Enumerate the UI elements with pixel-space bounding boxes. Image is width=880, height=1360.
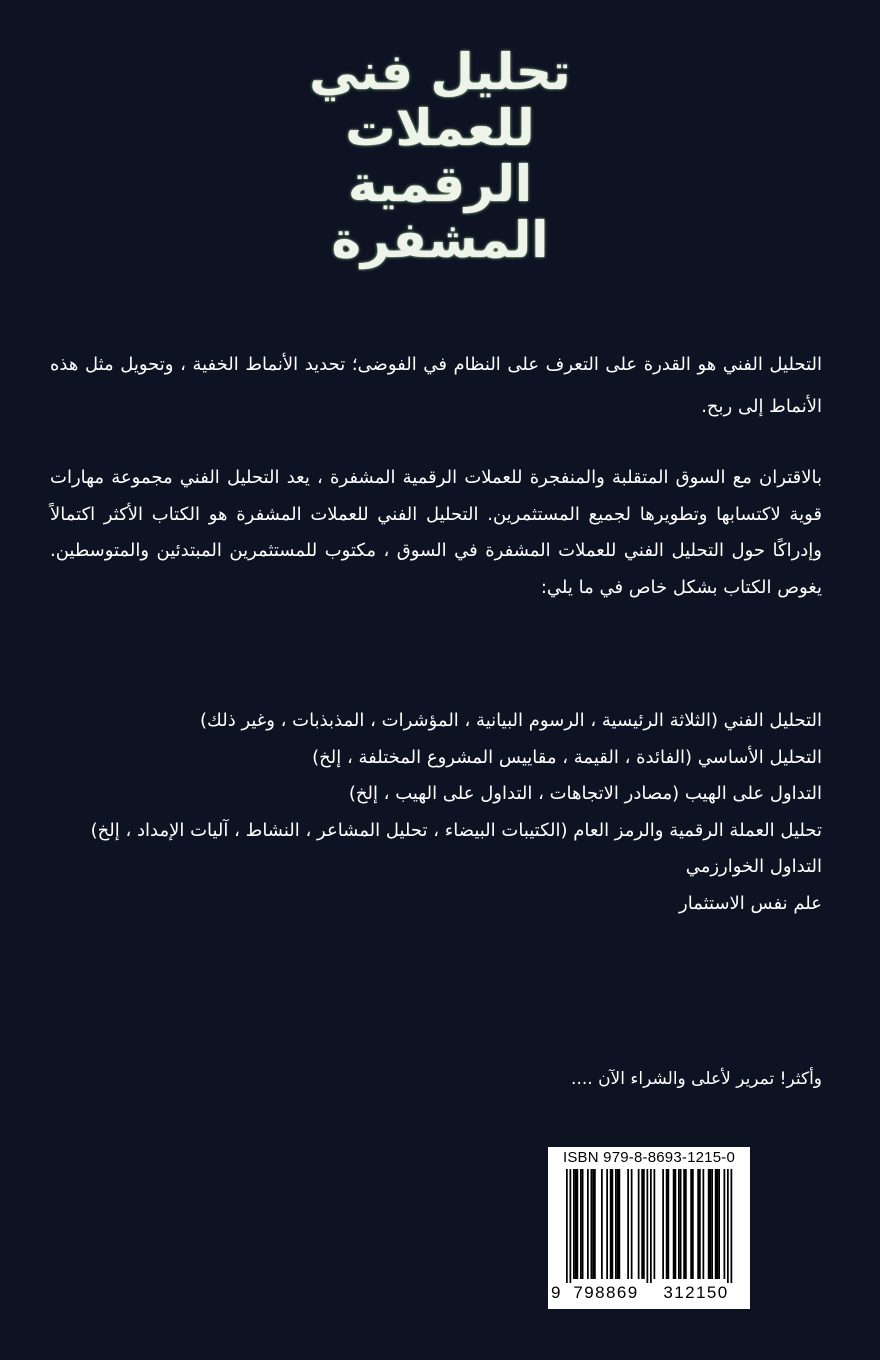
barcode-bar <box>610 1169 612 1279</box>
topic-item: علم نفس الاستثمار <box>679 892 822 914</box>
title-line-1: تحليل فني <box>309 43 571 101</box>
title-line-4: المشفرة <box>331 211 549 269</box>
barcode-bar <box>580 1169 582 1279</box>
barcode-digit-first: 9 <box>551 1283 561 1302</box>
barcode-bar <box>708 1169 710 1279</box>
barcode-bar <box>582 1169 584 1279</box>
title-line-2: للعملات <box>345 99 535 157</box>
topic-item: التحليل الأساسي (الفائدة ، القيمة ، مقاييس المشروع المختلفة ، إلخ) <box>312 746 822 768</box>
closing-line: وأكثر! تمرير لأعلى والشراء الآن .... <box>571 1069 822 1089</box>
barcode-bar <box>650 1169 652 1283</box>
barcode-bar <box>594 1169 596 1279</box>
topics-list <box>50 703 822 922</box>
barcode-bar <box>724 1169 726 1279</box>
topic-item: التداول على الهيب (مصادر الاتجاهات ، التداول على الهيب ، إلخ) <box>348 783 822 804</box>
barcode-bar <box>575 1169 577 1279</box>
barcode-bar <box>643 1169 645 1279</box>
barcode-bar <box>715 1169 717 1279</box>
barcode-bar <box>566 1169 568 1283</box>
barcode-bar <box>717 1169 719 1279</box>
barcode-bar <box>638 1169 640 1279</box>
barcode-bar <box>675 1169 677 1279</box>
barcode-digits-left: 798869 <box>573 1283 639 1302</box>
barcode-bar <box>631 1169 633 1279</box>
barcode-bar <box>683 1169 685 1279</box>
barcode-bar <box>673 1169 675 1279</box>
barcode-bar <box>668 1169 670 1279</box>
barcode-bar <box>685 1169 687 1279</box>
barcode-bar <box>692 1169 694 1279</box>
barcode-bar <box>710 1169 712 1279</box>
barcode-bar <box>573 1169 575 1279</box>
barcode-digits-right: 312150 <box>663 1283 729 1302</box>
barcode-digits <box>548 1281 750 1305</box>
barcode-bar <box>601 1169 603 1279</box>
barcode-bar <box>697 1169 699 1279</box>
barcode-bar <box>615 1169 617 1279</box>
title-line-3: الرقمية <box>347 155 532 213</box>
barcode-bar <box>654 1169 656 1279</box>
barcode-bar <box>641 1169 643 1279</box>
barcode-bar <box>680 1169 682 1279</box>
barcode-bar <box>606 1169 608 1279</box>
isbn-barcode <box>548 1147 750 1309</box>
barcode-bar <box>587 1169 589 1279</box>
barcode-bar <box>627 1169 629 1279</box>
barcode-bar <box>711 1169 713 1279</box>
barcode-bar <box>666 1169 668 1279</box>
barcode-bar <box>577 1169 579 1279</box>
description-paragraph: بالاقتران مع السوق المتقلبة والمنفجرة للعملات الرقمية المشفرة ، يعد التحليل الفني مجموعة مهارات قوية لاكتسابها وتطويرها لجميع المستثمرين. التحليل الفني للعملات المشفرة هو الكتاب الأكثر اكتمالاً وإدراكًا حول التحليل الفني للعملات المشفرة في السوق ، مكتوب للمستثمرين المبتدئين والمتوسطين. يغوص الكتاب بشكل خاص في ما يلي: <box>50 467 822 598</box>
barcode-bar <box>678 1169 680 1279</box>
barcode-bar <box>699 1169 701 1279</box>
barcode-bar <box>617 1169 619 1279</box>
barcode-bar <box>592 1169 594 1279</box>
barcode-bar <box>591 1169 593 1279</box>
barcode-bar <box>570 1169 572 1283</box>
topic-item: التحليل الفني (الثلاثة الرئيسية ، الرسوم البيانية ، المؤشرات ، المذبذبات ، وغير ذلك) <box>200 710 822 731</box>
barcode-bar <box>731 1169 733 1283</box>
barcode-bar <box>727 1169 729 1283</box>
barcode-bar <box>703 1169 705 1279</box>
intro-paragraph: التحليل الفني هو القدرة على التعرف على النظام في الفوضى؛ تحديد الأنماط الخفية ، وتحويل مثل هذه الأنماط إلى ربح. <box>50 354 822 417</box>
barcode-bar <box>619 1169 621 1279</box>
barcode-bar <box>612 1169 614 1279</box>
topic-item: التداول الخوارزمي <box>685 856 822 877</box>
book-title <box>190 44 690 268</box>
barcode-bar <box>662 1169 664 1279</box>
barcode-bar <box>647 1169 649 1283</box>
topic-item: تحليل العملة الرقمية والرمز العام (الكتيبات البيضاء ، تحليل المشاعر ، النشاط ، آليات الإمداد ، إلخ) <box>90 819 822 841</box>
barcode-bar <box>690 1169 692 1279</box>
isbn-label: ISBN 979-8-8693-1215-0 <box>562 1149 735 1166</box>
barcode-bars <box>548 1169 750 1283</box>
barcode-bar <box>718 1169 720 1279</box>
